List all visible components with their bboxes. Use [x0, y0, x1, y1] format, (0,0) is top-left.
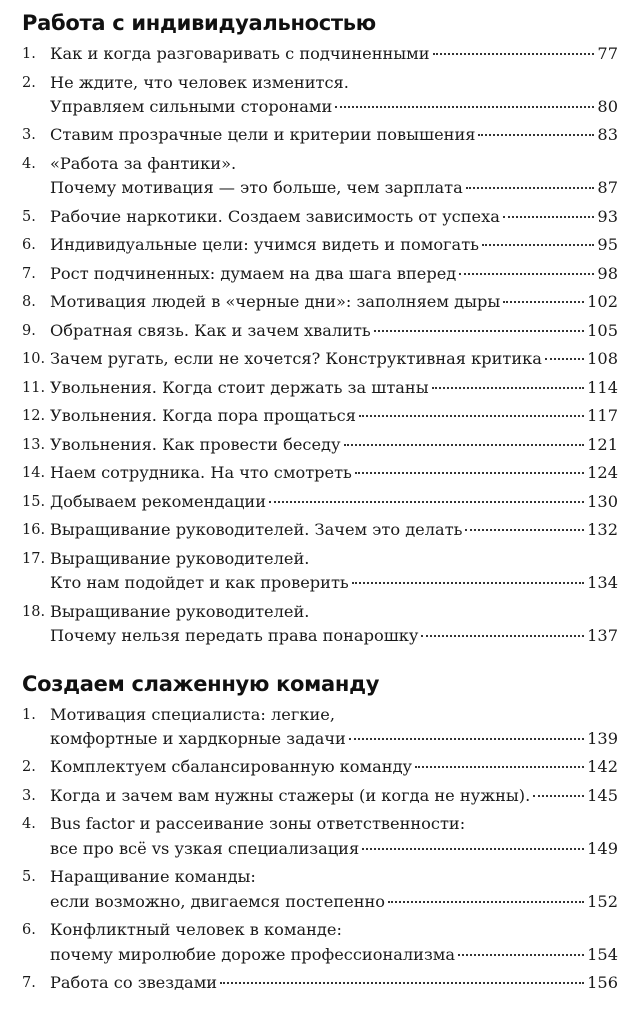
page-number: 152	[587, 891, 618, 911]
entry-title: Почему нельзя передать права понарошку	[50, 626, 419, 646]
dot-leader	[503, 216, 594, 218]
page-number: 149	[587, 838, 618, 858]
entry-number: 12.	[22, 408, 46, 425]
entry-title: Работа со звездами	[50, 973, 218, 993]
dot-leader	[388, 901, 584, 903]
page-number: 134	[587, 573, 618, 593]
page-number: 87	[597, 178, 618, 198]
toc-entry[interactable]	[22, 784, 618, 808]
entry-body	[50, 376, 618, 400]
entry-line	[50, 971, 618, 995]
entry-number: 1.	[22, 706, 36, 723]
entry-body	[50, 233, 618, 257]
entry-number: 17.	[22, 550, 46, 567]
toc-entry[interactable]	[22, 319, 618, 343]
entry-body	[50, 600, 618, 649]
entry-title: Кто нам подойдет и как проверить	[50, 573, 349, 593]
entry-title: «Работа за фантики».	[50, 153, 237, 173]
entry-number: 5.	[22, 869, 36, 886]
dot-leader	[355, 472, 584, 474]
toc-entry[interactable]	[22, 755, 618, 779]
entry-number: 3.	[22, 787, 36, 804]
entry-line	[50, 784, 618, 808]
entry-body	[50, 918, 618, 967]
entry-title: Наращивание команды:	[50, 867, 256, 887]
entry-body	[50, 123, 618, 147]
entry-number: 6.	[22, 237, 36, 254]
entry-line	[50, 376, 618, 400]
entry-title: если возможно, двигаемся постепенно	[50, 891, 386, 911]
entry-line	[50, 176, 618, 200]
entry-line	[50, 865, 618, 889]
entry-title: почему миролюбие дороже профессионализма	[50, 944, 456, 964]
entry-line	[50, 490, 618, 514]
section-title: Работа с индивидуальностью	[22, 11, 376, 35]
dot-leader	[344, 444, 585, 446]
toc-entry[interactable]	[22, 812, 618, 861]
entry-body	[50, 290, 618, 314]
toc-entry[interactable]	[22, 376, 618, 400]
entry-number: 4.	[22, 155, 36, 172]
entry-line	[50, 812, 618, 836]
toc-entry[interactable]	[22, 600, 618, 649]
dot-leader	[352, 582, 584, 584]
dot-leader	[220, 982, 584, 984]
page-number: 124	[587, 463, 618, 483]
entry-body	[50, 71, 618, 120]
entry-line	[50, 233, 618, 257]
dot-leader	[335, 106, 594, 108]
toc-entry[interactable]	[22, 971, 618, 995]
entry-line	[50, 755, 618, 779]
entry-line	[50, 71, 618, 95]
page-number: 93	[597, 206, 618, 226]
entry-title: Ставим прозрачные цели и критерии повышения	[50, 125, 476, 145]
entry-line	[50, 837, 618, 861]
entry-line	[50, 890, 618, 914]
entry-body	[50, 971, 618, 995]
entry-number: 16.	[22, 522, 46, 539]
page-number: 77	[597, 44, 618, 63]
entry-number: 3.	[22, 127, 36, 144]
entry-title: Как и когда разговаривать с подчиненными	[50, 44, 430, 63]
toc-entry[interactable]	[22, 461, 618, 485]
page-number: 80	[597, 96, 618, 116]
toc-list	[22, 703, 618, 996]
entry-body	[50, 347, 618, 371]
entry-line	[50, 547, 618, 571]
toc-entry[interactable]	[22, 290, 618, 314]
entry-body	[50, 404, 618, 428]
entry-body	[50, 784, 618, 808]
toc-entry[interactable]	[22, 347, 618, 371]
toc-entry[interactable]	[22, 71, 618, 120]
entry-title: Обратная связь. Как и зачем хвалить	[50, 320, 371, 340]
entry-title: Наем сотрудника. На что смотреть	[50, 463, 352, 483]
page-number: 121	[587, 434, 618, 454]
toc-entry[interactable]	[22, 703, 618, 752]
entry-title: Рабочие наркотики. Создаем зависимость от успеха	[50, 206, 500, 226]
entry-body	[50, 547, 618, 596]
toc-entry[interactable]	[22, 123, 618, 147]
page-number: 145	[587, 785, 618, 805]
dot-leader	[459, 273, 594, 275]
entry-line	[50, 943, 618, 967]
entry-line	[50, 600, 618, 624]
dot-leader	[374, 330, 584, 332]
toc-entry[interactable]	[22, 518, 618, 542]
entry-number: 1.	[22, 46, 36, 62]
page-number: 102	[587, 292, 618, 312]
entry-title: Комплектуем сбалансированную команду	[50, 757, 413, 777]
entry-title: Индивидуальные цели: учимся видеть и помогать	[50, 235, 479, 255]
entry-title: Зачем ругать, если не хочется? Конструктивная критика	[50, 349, 542, 369]
entry-title: Bus factor и рассеивание зоны ответственности:	[50, 814, 466, 834]
entry-number: 15.	[22, 493, 46, 510]
entry-title: Выращивание руководителей.	[50, 548, 310, 568]
entry-title: комфортные и хардкорные задачи	[50, 728, 346, 748]
entry-line	[50, 624, 618, 648]
entry-number: 7.	[22, 975, 36, 992]
entry-title: Мотивация специалиста: легкие,	[50, 704, 335, 724]
entry-body	[50, 319, 618, 343]
dot-leader	[362, 848, 584, 850]
entry-line	[50, 262, 618, 286]
entry-number: 13.	[22, 436, 46, 453]
page-number: 154	[587, 944, 618, 964]
page-number: 105	[587, 320, 618, 340]
toc-entry[interactable]	[22, 404, 618, 428]
dot-leader	[269, 501, 584, 503]
entry-title: Когда и зачем вам нужны стажеры (и когда не нужны).	[50, 785, 531, 805]
dot-leader	[478, 134, 594, 136]
entry-title: Почему мотивация — это больше, чем зарплата	[50, 178, 463, 198]
entry-line	[50, 461, 618, 485]
toc-list	[22, 42, 618, 649]
page-number: 114	[587, 377, 618, 397]
entry-body	[50, 812, 618, 861]
page-number: 137	[587, 626, 618, 646]
page-number: 142	[587, 757, 618, 777]
dot-leader	[533, 795, 584, 797]
entry-number: 4.	[22, 816, 36, 833]
entry-number: 10.	[22, 351, 46, 368]
entry-line	[50, 703, 618, 727]
page-number: 83	[597, 125, 618, 145]
dot-leader	[465, 529, 584, 531]
entry-title: Увольнения. Когда пора прощаться	[50, 406, 356, 426]
dot-leader	[466, 187, 595, 189]
entry-number: 5.	[22, 208, 36, 225]
entry-line	[50, 319, 618, 343]
entry-number: 7.	[22, 265, 36, 282]
entry-number: 9.	[22, 322, 36, 339]
entry-line	[50, 727, 618, 751]
entry-number: 18.	[22, 603, 46, 620]
section-title: Создаем слаженную команду	[22, 671, 380, 696]
dot-leader	[545, 358, 584, 360]
entry-body	[50, 755, 618, 779]
entry-line	[50, 152, 618, 176]
dot-leader	[432, 387, 584, 389]
entry-body	[50, 865, 618, 914]
page-number: 117	[587, 406, 618, 426]
entry-line	[50, 404, 618, 428]
toc-entry[interactable]	[22, 262, 618, 286]
entry-title: Выращивание руководителей.	[50, 601, 310, 621]
entry-line	[50, 571, 618, 595]
page-number: 156	[587, 973, 618, 993]
entry-title: Управляем сильными сторонами	[50, 96, 333, 116]
page-number: 139	[587, 728, 618, 748]
entry-line	[50, 918, 618, 942]
dot-leader	[359, 415, 584, 417]
entry-body	[50, 703, 618, 752]
entry-number: 14.	[22, 465, 46, 482]
entry-number: 2.	[22, 759, 36, 776]
entry-body	[50, 433, 618, 457]
entry-number: 6.	[22, 922, 36, 939]
entry-title: все про всё vs узкая специализация	[50, 838, 360, 858]
entry-line	[50, 123, 618, 147]
page-number: 108	[587, 349, 618, 369]
entry-line	[50, 347, 618, 371]
dot-leader	[415, 766, 584, 768]
toc-entry[interactable]	[22, 865, 618, 914]
toc-entry[interactable]	[22, 490, 618, 514]
entry-number: 2.	[22, 74, 36, 91]
dot-leader	[458, 954, 584, 956]
entry-line	[50, 95, 618, 119]
dot-leader	[503, 301, 584, 303]
entry-line	[50, 42, 618, 66]
dot-leader	[482, 244, 594, 246]
entry-number: 11.	[22, 379, 46, 396]
page-number: 98	[597, 263, 618, 283]
page-number: 95	[597, 235, 618, 255]
toc-entry[interactable]	[22, 233, 618, 257]
toc-entry[interactable]	[22, 433, 618, 457]
entry-title: Увольнения. Как провести беседу	[50, 434, 341, 454]
entry-body	[50, 152, 618, 201]
toc-entry[interactable]	[22, 42, 618, 66]
page-number: 130	[587, 491, 618, 511]
entry-title: Выращивание руководителей. Зачем это делать	[50, 520, 463, 540]
entry-body	[50, 42, 618, 66]
dot-leader	[433, 53, 595, 55]
entry-title: Добываем рекомендации	[50, 491, 266, 511]
dot-leader	[349, 738, 584, 740]
entry-line	[50, 433, 618, 457]
entry-body	[50, 518, 618, 542]
entry-body	[50, 490, 618, 514]
toc-entry[interactable]	[22, 205, 618, 229]
entry-number: 8.	[22, 294, 36, 311]
toc-entry[interactable]	[22, 547, 618, 596]
entry-title: Не ждите, что человек изменится.	[50, 72, 349, 92]
entry-line	[50, 205, 618, 229]
entry-title: Мотивация людей в «черные дни»: заполняем дыры	[50, 292, 501, 312]
entry-body	[50, 262, 618, 286]
page-number: 132	[587, 520, 618, 540]
entry-title: Конфликтный человек в команде:	[50, 920, 342, 940]
entry-title: Рост подчиненных: думаем на два шага вперед	[50, 263, 457, 283]
entry-body	[50, 461, 618, 485]
entry-body	[50, 205, 618, 229]
toc-entry[interactable]	[22, 918, 618, 967]
toc-entry[interactable]	[22, 152, 618, 201]
entry-line	[50, 290, 618, 314]
dot-leader	[421, 635, 584, 637]
entry-title: Увольнения. Когда стоит держать за штаны	[50, 377, 429, 397]
entry-line	[50, 518, 618, 542]
